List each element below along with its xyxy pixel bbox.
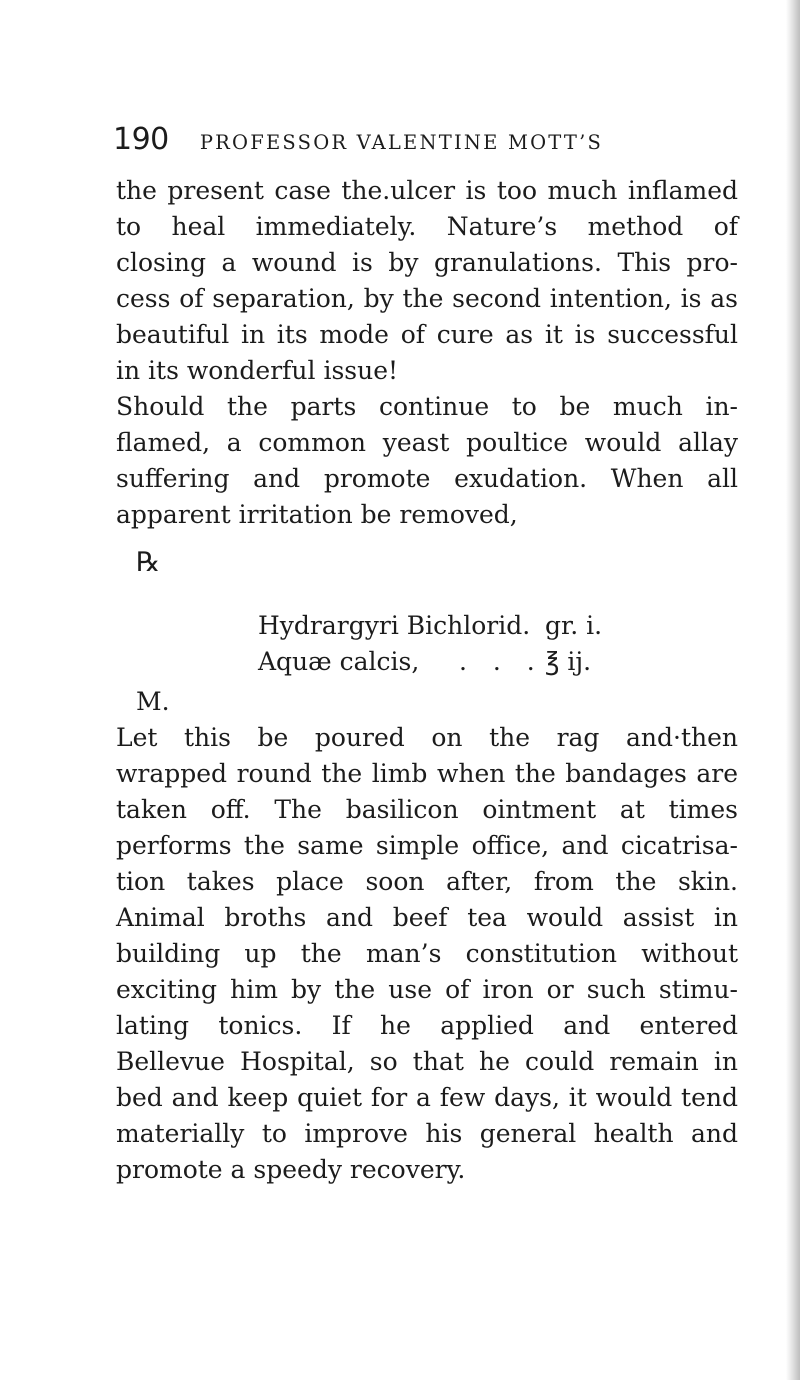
prescription-dose: gr. i. bbox=[545, 611, 603, 640]
text-line: Animal broths and beef tea would assist in bbox=[116, 903, 738, 932]
page-edge-shadow bbox=[786, 0, 800, 1380]
page-number: 190 bbox=[113, 122, 169, 157]
text-line: performs the same simple office, and cicatrisa- bbox=[116, 831, 738, 860]
page-header bbox=[113, 122, 753, 158]
text-line: to heal immediately. Nature’s method of bbox=[116, 212, 738, 241]
prescription-dose: ℥ ij. bbox=[545, 647, 592, 676]
text-line: suffering and promote exudation. When all bbox=[116, 464, 738, 493]
text-line: tion takes place soon after, from the skin. bbox=[116, 867, 738, 896]
prescription-leader-dots: . . . bbox=[459, 647, 544, 676]
text-line: the present case the.ulcer is too much inflamed bbox=[116, 176, 738, 205]
text-line: exciting him by the use of iron or such stimu- bbox=[116, 975, 738, 1004]
recipe-symbol: ℞ bbox=[136, 547, 161, 578]
text-line: in its wonderful issue! bbox=[116, 356, 399, 385]
prescription-misce: M. bbox=[136, 687, 170, 716]
text-line: Let this be poured on the rag and·then bbox=[116, 723, 738, 752]
text-line: closing a wound is by granulations. This pro- bbox=[116, 248, 738, 277]
text-line: wrapped round the limb when the bandages are bbox=[116, 759, 738, 788]
prescription-ingredient: Aquæ calcis, bbox=[258, 647, 420, 676]
prescription-ingredient: Hydrargyri Bichlorid. bbox=[258, 611, 531, 640]
text-line: lating tonics. If he applied and entered bbox=[116, 1011, 738, 1040]
text-line: materially to improve his general health and bbox=[116, 1119, 738, 1148]
text-line: Should the parts continue to be much in- bbox=[116, 392, 738, 421]
text-line: promote a speedy recovery. bbox=[116, 1155, 466, 1184]
text-line: taken off. The basilicon ointment at times bbox=[116, 795, 738, 824]
text-line: building up the man’s constitution without bbox=[116, 939, 738, 968]
text-line: Bellevue Hospital, so that he could remain in bbox=[116, 1047, 738, 1076]
text-line: apparent irritation be removed, bbox=[116, 500, 518, 529]
running-head: PROFESSOR VALENTINE MOTT’S bbox=[199, 131, 604, 154]
text-line: bed and keep quiet for a few days, it would tend bbox=[116, 1083, 738, 1112]
text-line: beautiful in its mode of cure as it is successful bbox=[116, 320, 738, 349]
text-line: flamed, a common yeast poultice would allay bbox=[116, 428, 738, 457]
text-line: cess of separation, by the second intention, is as bbox=[116, 284, 738, 313]
